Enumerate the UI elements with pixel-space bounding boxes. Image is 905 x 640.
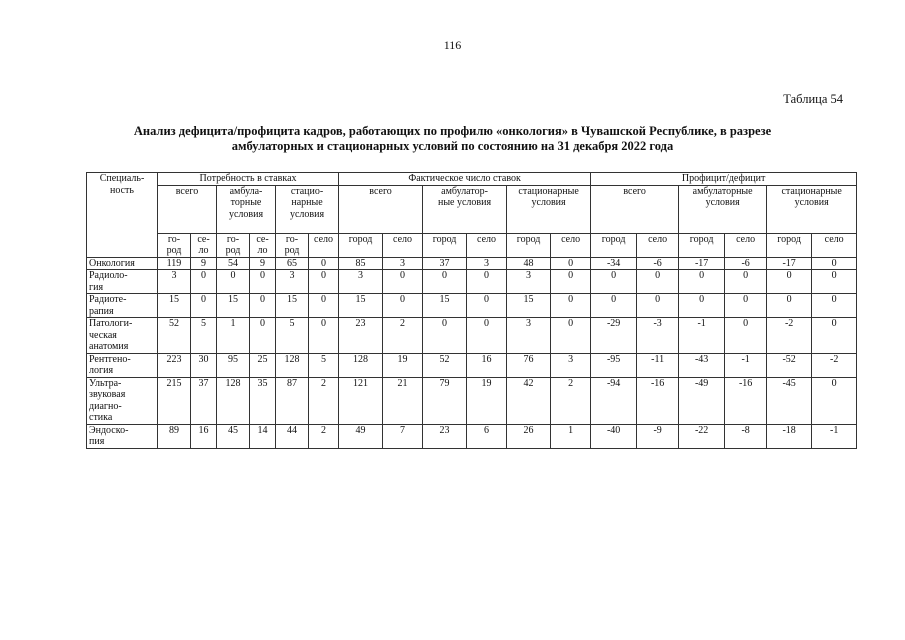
table-cell: 0 (812, 270, 857, 294)
header-row-3 (87, 233, 857, 257)
table-cell: 6 (467, 424, 507, 448)
table-row (87, 270, 857, 294)
table-cell: -6 (637, 257, 679, 270)
table-cell: 76 (507, 353, 551, 377)
table-cell: 21 (383, 377, 423, 424)
table-cell: -3 (637, 318, 679, 354)
header-surplus-stat: стационарные условия (767, 185, 857, 233)
header-need-stat: стацио- нарные условия (276, 185, 339, 233)
table-row (87, 257, 857, 270)
table-cell: 0 (423, 270, 467, 294)
header-row-2 (87, 185, 857, 233)
table-cell: 0 (591, 270, 637, 294)
subheader-cell: город (767, 233, 812, 257)
table-cell: 0 (250, 294, 276, 318)
row-specialty-name: Онкология (87, 257, 158, 270)
subheader-cell: город (423, 233, 467, 257)
subheader-cell: село (467, 233, 507, 257)
table-cell: 0 (591, 294, 637, 318)
row-specialty-name: Радиоло- гия (87, 270, 158, 294)
row-specialty-name: Патологи- ческая анатомия (87, 318, 158, 354)
table-cell: 3 (383, 257, 423, 270)
table-cell: 54 (217, 257, 250, 270)
table-cell: 23 (339, 318, 383, 354)
table-cell: 0 (812, 257, 857, 270)
table-cell: -17 (767, 257, 812, 270)
table-cell: 15 (158, 294, 191, 318)
table-cell: 3 (276, 270, 309, 294)
table-cell: 3 (507, 318, 551, 354)
table-cell: -9 (637, 424, 679, 448)
table-cell: -22 (679, 424, 725, 448)
table-cell: 0 (383, 270, 423, 294)
subheader-cell: село (637, 233, 679, 257)
table-cell: 3 (467, 257, 507, 270)
table-row (87, 294, 857, 318)
header-specialty: Специаль- ность (87, 173, 158, 258)
subheader-cell: город (339, 233, 383, 257)
table-cell: 0 (551, 257, 591, 270)
document-title (80, 124, 825, 154)
table-cell: 9 (250, 257, 276, 270)
table-row (87, 377, 857, 424)
table-cell: 119 (158, 257, 191, 270)
table-cell: 0 (191, 294, 217, 318)
subheader-cell: го- род (158, 233, 191, 257)
table-cell: 0 (250, 270, 276, 294)
table-cell: 0 (637, 294, 679, 318)
table-cell: -11 (637, 353, 679, 377)
table-cell: 2 (383, 318, 423, 354)
table-cell: 0 (725, 318, 767, 354)
table-cell: 25 (250, 353, 276, 377)
table-cell: 7 (383, 424, 423, 448)
row-specialty-name: Ультра- звуковая диагно- стика (87, 377, 158, 424)
table-cell: 1 (217, 318, 250, 354)
table-cell: 0 (725, 294, 767, 318)
subheader-cell: се- ло (191, 233, 217, 257)
table-cell: 16 (467, 353, 507, 377)
table-cell: -8 (725, 424, 767, 448)
subheader-cell: город (507, 233, 551, 257)
table-cell: 87 (276, 377, 309, 424)
table-cell: 79 (423, 377, 467, 424)
table-cell: 0 (812, 294, 857, 318)
table-number: Таблица 54 (783, 92, 843, 106)
table-cell: 5 (309, 353, 339, 377)
table-cell: 0 (679, 294, 725, 318)
table-cell: 3 (158, 270, 191, 294)
row-specialty-name: Рентгено- логия (87, 353, 158, 377)
table-cell: 14 (250, 424, 276, 448)
table-cell: -49 (679, 377, 725, 424)
header-actual-amb: амбулатор- ные условия (423, 185, 507, 233)
table-cell: 0 (467, 318, 507, 354)
table-cell: -16 (637, 377, 679, 424)
table-cell: 0 (679, 270, 725, 294)
subheader-cell: село (725, 233, 767, 257)
table-cell: 0 (551, 318, 591, 354)
header-need: Потребность в ставках (158, 173, 339, 186)
staffing-table (86, 172, 857, 449)
table-cell: 0 (309, 318, 339, 354)
table-cell: 3 (339, 270, 383, 294)
table-cell: 0 (767, 294, 812, 318)
table-cell: 2 (309, 424, 339, 448)
table-cell: 49 (339, 424, 383, 448)
table-cell: 128 (217, 377, 250, 424)
table-cell: 52 (158, 318, 191, 354)
table-cell: 15 (217, 294, 250, 318)
table-row (87, 318, 857, 354)
table-cell: 19 (383, 353, 423, 377)
table-cell: 215 (158, 377, 191, 424)
table-cell: -45 (767, 377, 812, 424)
table-row (87, 353, 857, 377)
table-cell: -6 (725, 257, 767, 270)
subheader-cell: город (679, 233, 725, 257)
subheader-cell: се- ло (250, 233, 276, 257)
table-cell: 9 (191, 257, 217, 270)
table-cell: -18 (767, 424, 812, 448)
page-number: 116 (443, 38, 462, 52)
table-cell: -43 (679, 353, 725, 377)
table-cell: 128 (339, 353, 383, 377)
table-cell: 121 (339, 377, 383, 424)
header-actual-stat: стационарные условия (507, 185, 591, 233)
table-cell: -17 (679, 257, 725, 270)
table-cell: 65 (276, 257, 309, 270)
table-cell: 45 (217, 424, 250, 448)
header-surplus: Профицит/дефицит (591, 173, 857, 186)
table-cell: 23 (423, 424, 467, 448)
table-cell: 0 (812, 318, 857, 354)
table-cell: -52 (767, 353, 812, 377)
table-cell: -2 (767, 318, 812, 354)
table-cell: 223 (158, 353, 191, 377)
table-cell: 26 (507, 424, 551, 448)
table-cell: 48 (507, 257, 551, 270)
table-cell: 15 (276, 294, 309, 318)
table-cell: 2 (551, 377, 591, 424)
table-cell: -1 (725, 353, 767, 377)
table-cell: 89 (158, 424, 191, 448)
table-row (87, 424, 857, 448)
subheader-cell: село (309, 233, 339, 257)
table-cell: 0 (812, 377, 857, 424)
table-cell: 0 (309, 257, 339, 270)
table-cell: 0 (217, 270, 250, 294)
table-cell: 44 (276, 424, 309, 448)
table-cell: -1 (812, 424, 857, 448)
subheader-cell: село (812, 233, 857, 257)
table-cell: -1 (679, 318, 725, 354)
subheader-cell: го- род (276, 233, 309, 257)
table-cell: 0 (725, 270, 767, 294)
table-cell: 2 (309, 377, 339, 424)
table-cell: 0 (423, 318, 467, 354)
table-cell: 0 (309, 270, 339, 294)
subheader-cell: го- род (217, 233, 250, 257)
row-specialty-name: Радиоте- рапия (87, 294, 158, 318)
table-cell: 1 (551, 424, 591, 448)
table-cell: 42 (507, 377, 551, 424)
table-cell: 0 (383, 294, 423, 318)
table-cell: 0 (467, 294, 507, 318)
header-surplus-amb: амбулаторные условия (679, 185, 767, 233)
table-cell: 16 (191, 424, 217, 448)
table-cell: 95 (217, 353, 250, 377)
table-cell: 37 (191, 377, 217, 424)
subheader-cell: село (551, 233, 591, 257)
table-cell: 0 (309, 294, 339, 318)
table-cell: 0 (767, 270, 812, 294)
table-cell: 37 (423, 257, 467, 270)
table-cell: 0 (250, 318, 276, 354)
table-cell: 0 (637, 270, 679, 294)
title-line-2: амбулаторных и стационарных условий по состоянию на 31 декабря 2022 года (231, 139, 674, 153)
table-cell: 5 (276, 318, 309, 354)
table-cell: -2 (812, 353, 857, 377)
table-cell: 30 (191, 353, 217, 377)
table-cell: 128 (276, 353, 309, 377)
subheader-cell: село (383, 233, 423, 257)
table-cell: 0 (467, 270, 507, 294)
table-cell: -16 (725, 377, 767, 424)
table-cell: 0 (551, 294, 591, 318)
row-specialty-name: Эндоско- пия (87, 424, 158, 448)
table-cell: 19 (467, 377, 507, 424)
table-cell: 3 (507, 270, 551, 294)
table-cell: 35 (250, 377, 276, 424)
table-cell: 15 (339, 294, 383, 318)
table-cell: -29 (591, 318, 637, 354)
header-actual: Фактическое число ставок (339, 173, 591, 186)
header-actual-total: всего (339, 185, 423, 233)
header-need-total: всего (158, 185, 217, 233)
table-cell: 0 (191, 270, 217, 294)
table-cell: 85 (339, 257, 383, 270)
header-need-amb: амбула- торные условия (217, 185, 276, 233)
table-cell: -95 (591, 353, 637, 377)
header-row-1 (87, 173, 857, 186)
table-cell: -34 (591, 257, 637, 270)
title-line-1: Анализ дефицита/профицита кадров, работающих по профилю «онкология» в Чувашской Республике, в разрезе (133, 124, 772, 138)
subheader-cell: город (591, 233, 637, 257)
table-cell: 3 (551, 353, 591, 377)
table-cell: 15 (423, 294, 467, 318)
header-surplus-total: всего (591, 185, 679, 233)
table-cell: -94 (591, 377, 637, 424)
table-cell: -40 (591, 424, 637, 448)
table-cell: 15 (507, 294, 551, 318)
table-cell: 5 (191, 318, 217, 354)
table-cell: 52 (423, 353, 467, 377)
table-cell: 0 (551, 270, 591, 294)
